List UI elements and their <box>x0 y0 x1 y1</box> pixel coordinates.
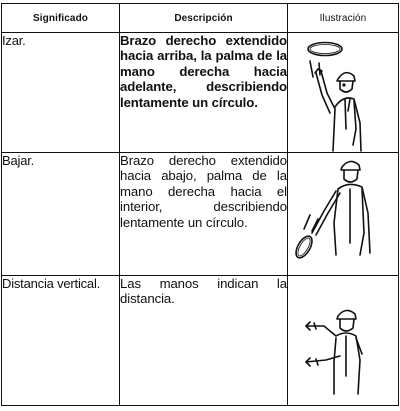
row-description: Las manos indican la distancia. <box>120 276 288 406</box>
row-illustration <box>288 153 399 276</box>
lower-signal-figure-icon <box>288 153 399 276</box>
hand-signals-table <box>1 3 399 406</box>
hoist-signal-figure-icon <box>288 33 399 153</box>
row-description: Brazo derecho extendido hacia arriba, la palma de la mano derecha hacia adelante, describiendo lentamente un círculo. <box>120 33 288 153</box>
table-row <box>2 276 399 406</box>
table-row <box>2 153 399 276</box>
header-description: Descripción <box>120 4 288 33</box>
row-illustration <box>288 276 399 406</box>
vertical-distance-signal-figure-icon <box>288 276 399 406</box>
table-header-row <box>2 4 399 33</box>
table-row <box>2 33 399 153</box>
row-meaning: Bajar. <box>2 153 120 276</box>
header-meaning: Significado <box>2 4 120 33</box>
header-illustration: Ilustración <box>288 4 399 33</box>
row-description: Brazo derecho extendido hacia abajo, palma de la mano derecha hacia el interior, describiendo lentamente un círculo. <box>120 153 288 276</box>
row-meaning: Izar. <box>2 33 120 153</box>
row-meaning: Distancia vertical. <box>2 276 120 406</box>
row-illustration <box>288 33 399 153</box>
